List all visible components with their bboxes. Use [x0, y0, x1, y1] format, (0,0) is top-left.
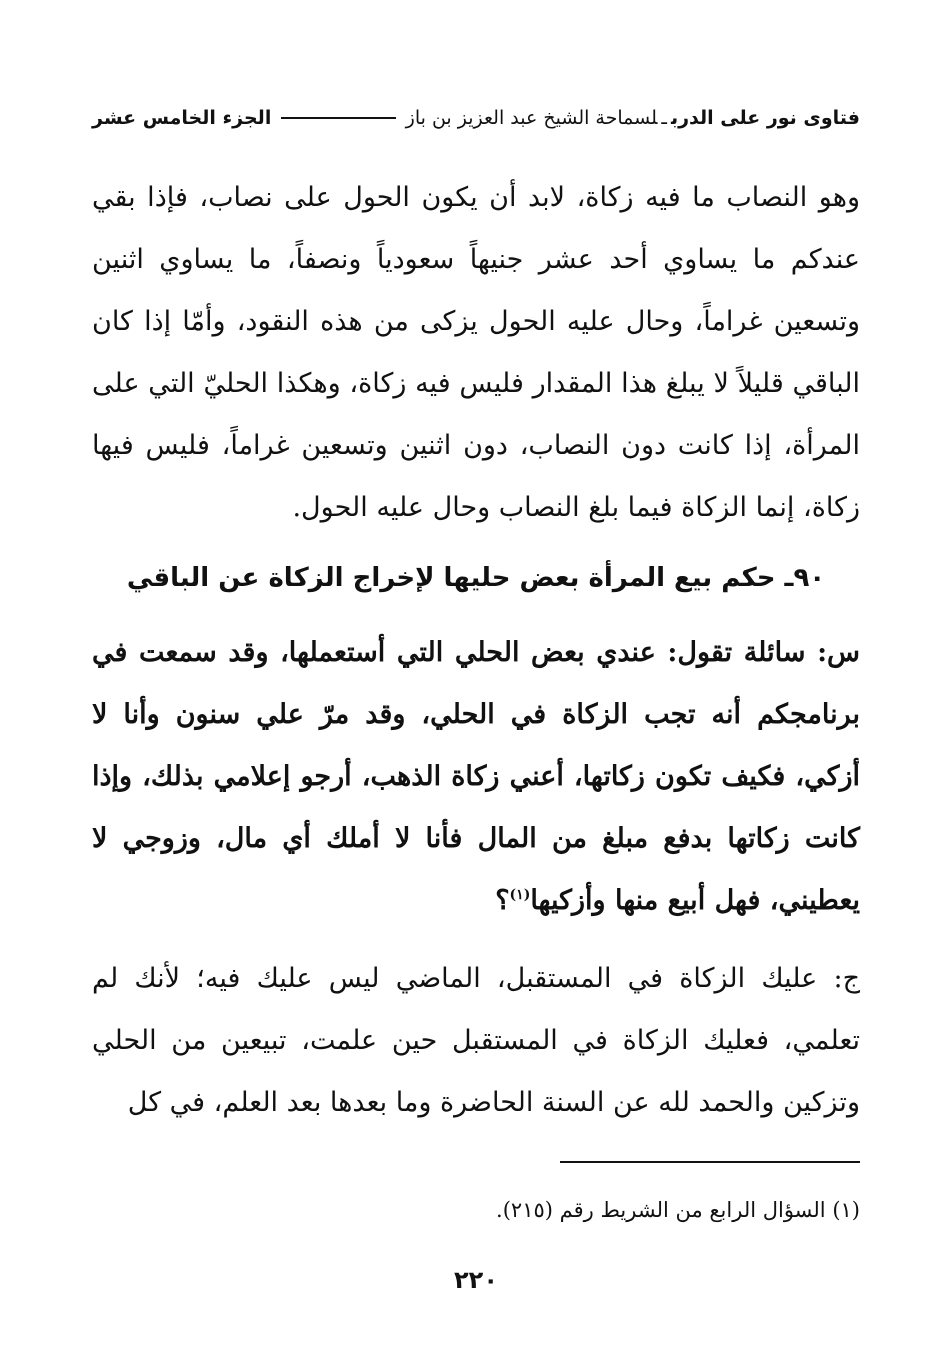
- footnote-reference[interactable]: (١): [509, 887, 531, 903]
- header-book-title: فتاوى نور على الدرب: [670, 107, 860, 129]
- header-title-group: [406, 100, 860, 136]
- header-separator: ـ: [661, 107, 667, 129]
- question-paragraph: [92, 622, 860, 932]
- footnote-divider: [560, 1161, 860, 1163]
- section-heading: ٩٠ـ حكم بيع المرأة بعض حليها لإخراج الزكاة عن الباقي: [126, 563, 826, 593]
- intro-paragraph: وهو النصاب ما فيه زكاة، لابد أن يكون الحول على نصاب، فإذا بقي عندكم ما يساوي أحد عشر جنيهاً سعودياً ونصفاً، ما يساوي اثنين وتسعين غراماً، وحال عليه الحول يزكى من هذه النقود، وأمّا إذا كان الباقي قليلاً لا يبلغ هذا المقدار فليس فيه زكاة، وهكذا الحليّ التي على المرأة، إذا كانت دون النصاب، دون اثنين وتسعين غراماً، فليس فيها زكاة، إنما الزكاة فيما بلغ النصاب وحال عليه الحول.: [92, 182, 860, 523]
- header-rule: [281, 117, 395, 119]
- header-author: لسماحة الشيخ عبد العزيز بن باز: [405, 107, 658, 129]
- running-header: [92, 100, 860, 136]
- footnote-text: (١) السؤال الرابع من الشريط رقم (٢١٥).: [496, 1198, 860, 1222]
- answer-paragraph: ج: عليك الزكاة في المستقبل، الماضي ليس عليك فيه؛ لأنك لم تعلمي، فعليك الزكاة في المستقبل حين علمت، تبيعين من الحلي وتزكين والحمد لله عن السنة الحاضرة وما بعدها بعد العلم، في كل: [92, 963, 860, 1118]
- page-number: ٢٢٠: [454, 1266, 498, 1294]
- header-volume: الجزء الخامس عشر: [92, 107, 272, 129]
- question-text: س: سائلة تقول: عندي بعض الحلي التي أستعملها، وقد سمعت في برنامجكم أنه تجب الزكاة في الحلي، وقد مرّ علي سنون وأنا لا أزكي، فكيف تكون زكاتها، أعني زكاة الذهب، أرجو إعلامي بذلك، وإذا كانت زكاتها بدفع مبلغ من المال فأنا لا أملك أي مال، وزوجي لا يعطيني، فهل أبيع منها وأزكيها: [92, 637, 860, 916]
- question-mark: ؟: [495, 885, 510, 916]
